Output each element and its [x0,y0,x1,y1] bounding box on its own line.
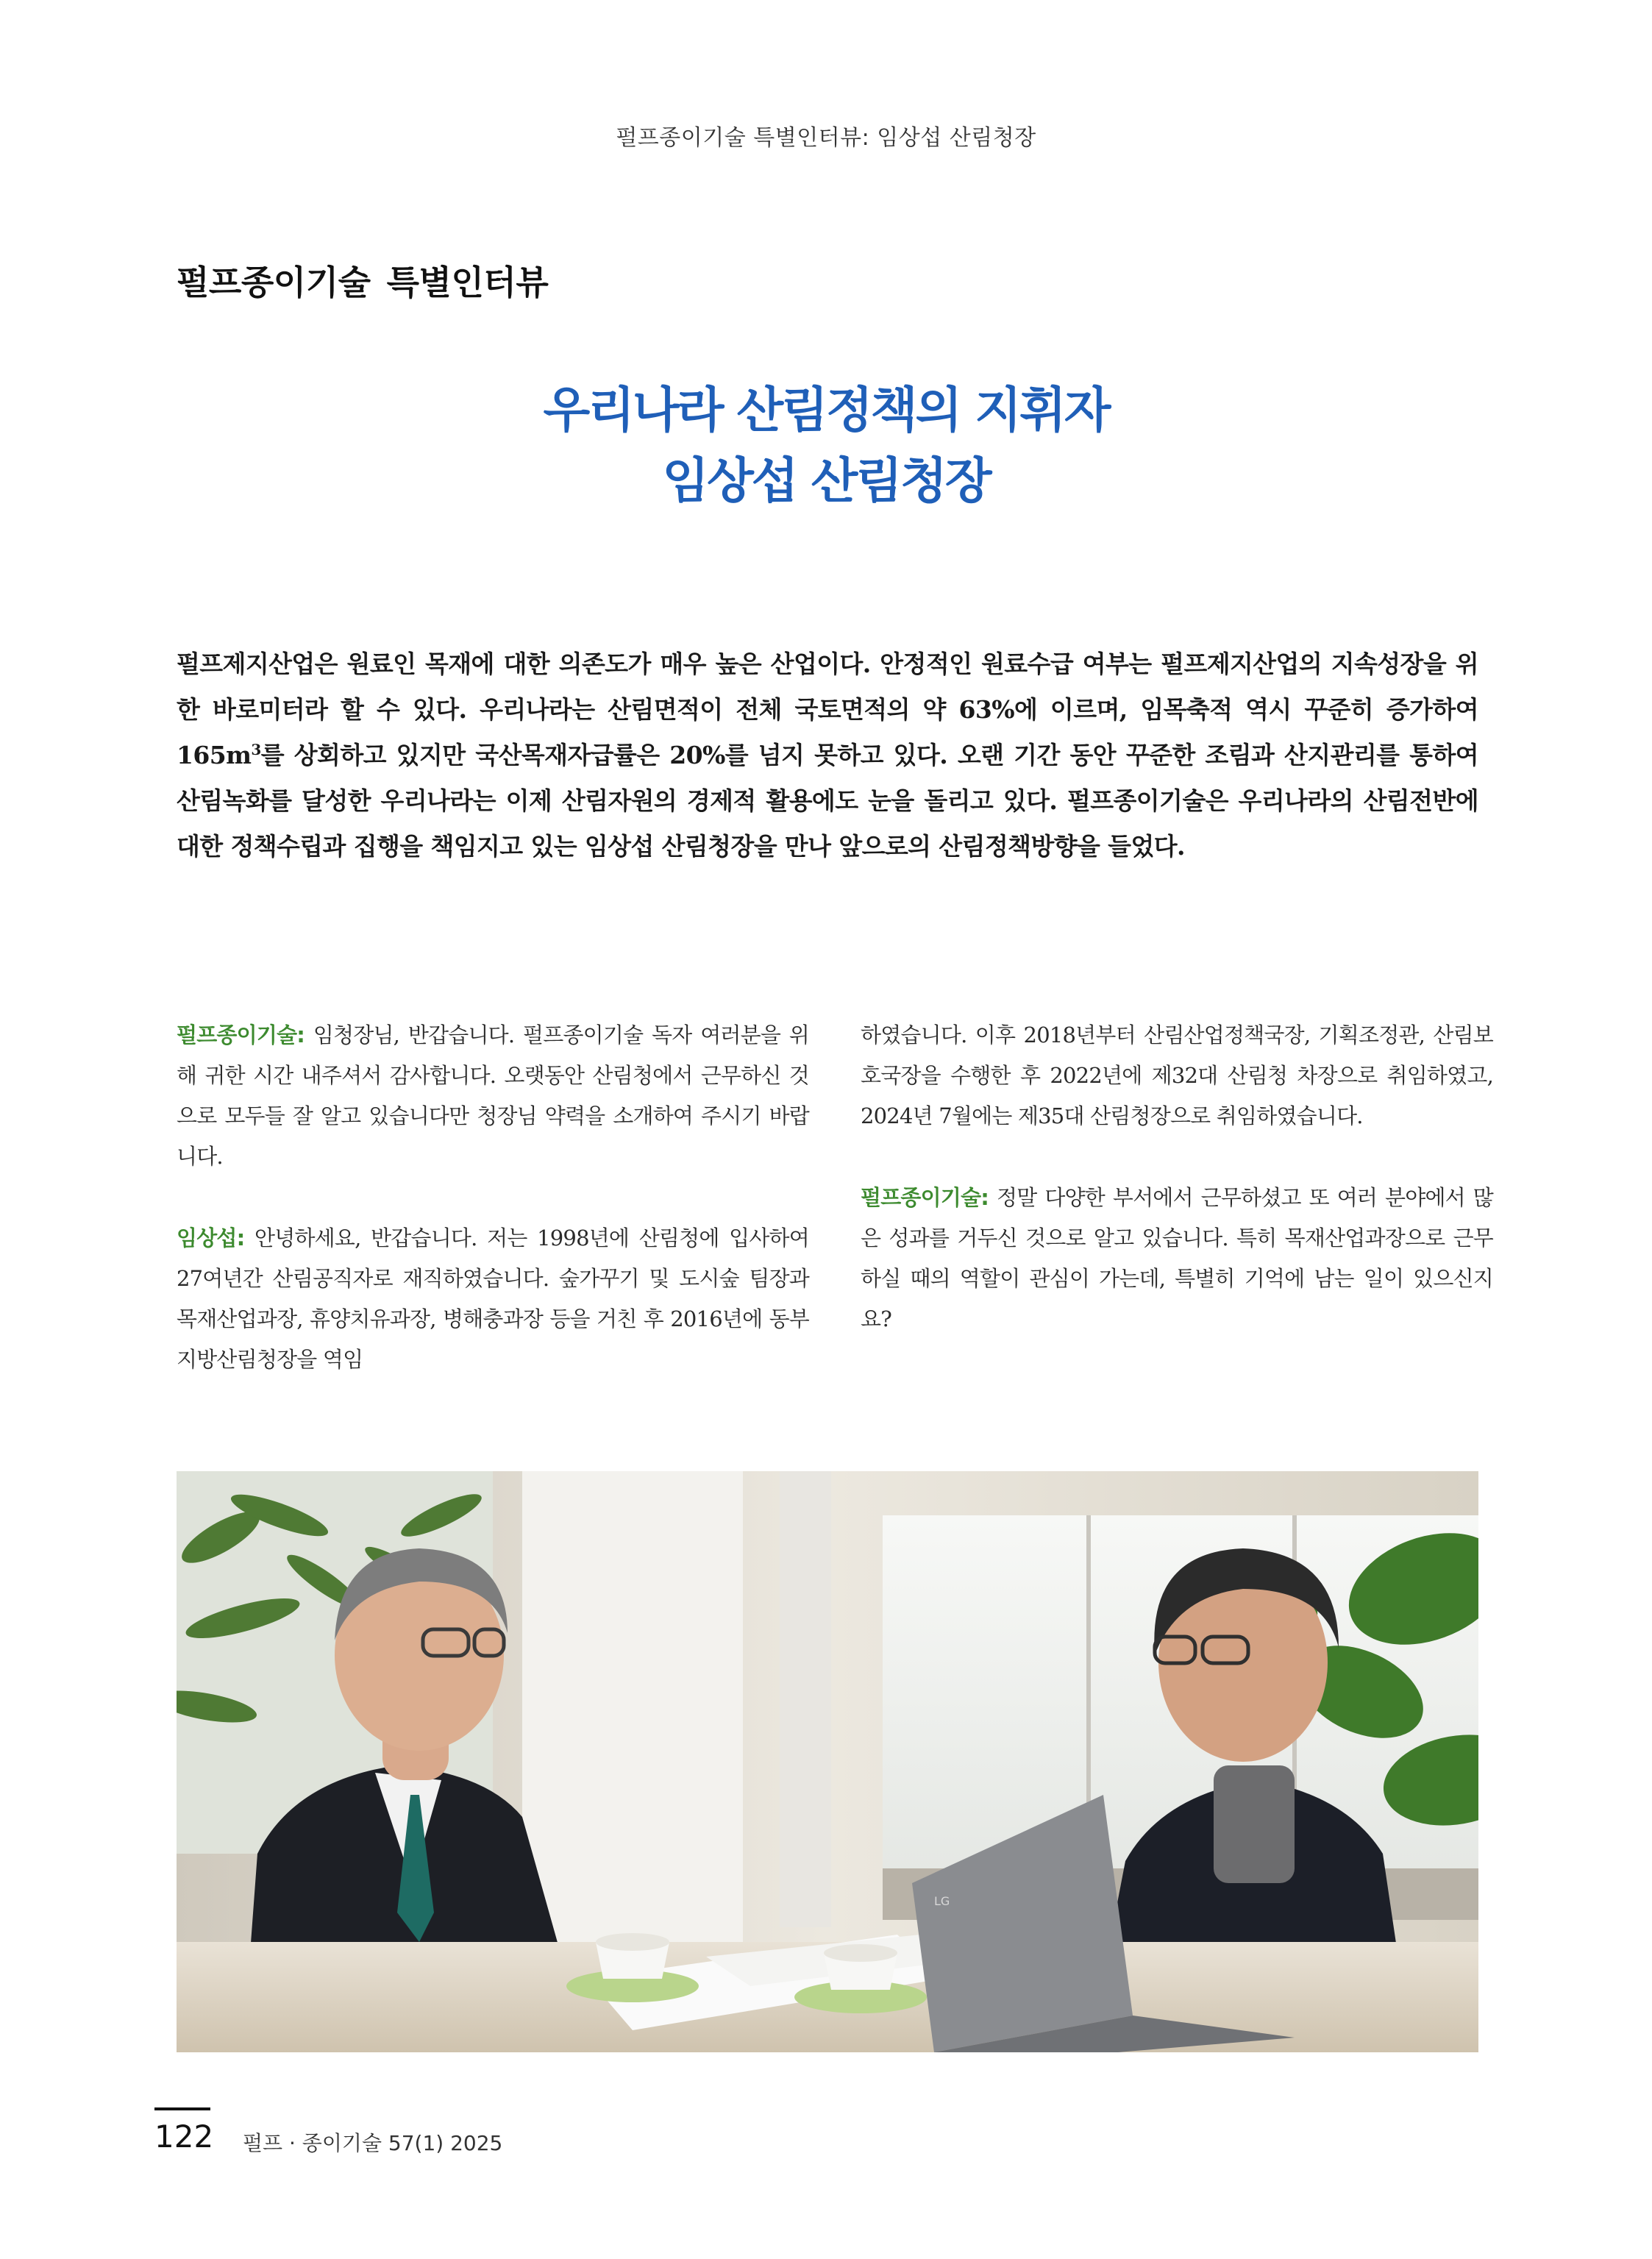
interview-paragraph [177,1015,809,1177]
speaker-label: 펄프종이기술: [177,1022,305,1047]
interview-paragraph [861,1178,1493,1340]
section-label-part-1: 펄프종이기술 [177,263,371,302]
section-label [177,256,548,305]
interview-text: 하였습니다. 이후 2018년부터 산림산업정책국장, 기획조정관, 산림보호국장을 수행한 후 2022년에 제32대 산림청 차장으로 취임하였고, 2024년 7월에는 제35대 산림청장으로 취임하였습니다. [861,1022,1493,1128]
speaker-label: 임상섭: [177,1225,245,1251]
article-title [0,375,1652,516]
interview-text: 안녕하세요, 반갑습니다. 저는 1998년에 산림청에 입사하여 27여년간 산림공직자로 재직하였습니다. 숲가꾸기 및 도시숲 팀장과 목재산업과장, 휴양치유과장, 병해충과장 등을 거친 후 2016년에 동부지방산림청장을 역임 [177,1225,809,1372]
interview-column-right [861,1015,1493,1381]
photo-curtain [780,1471,831,1927]
lead-paragraph [177,641,1478,869]
interview-text: 정말 다양한 부서에서 근무하셨고 또 여러 분야에서 많은 성과를 거두신 것으로 알고 있습니다. 특히 목재산업과장으로 근무하실 때의 역할이 관심이 가는데, 특별히 기억에 남는 일이 있으신지요? [861,1185,1493,1331]
article-title-line-1: 우리나라 산림정책의 지휘자 [543,382,1109,438]
section-label-part-2: 특별인터뷰 [386,263,549,302]
lead-text-2: 를 상회하고 있지만 국산목재자급률은 20%를 넘지 못하고 있다. 오랜 기간 동안 꾸준한 조림과 산지관리를 통하여 산림녹화를 달성한 우리나라는 이제 산림자원의 경제적 활용에도 눈을 돌리고 있다. 펄프종이기술은 우리나라의 산림전반에 대한 정책수립과 집행을 책임지고 있는 임상섭 산림청장을 만나 앞으로의 산림정책방향을 들었다. [177,741,1478,861]
interview-paragraph [177,1218,809,1380]
interview-photo [177,1471,1478,2052]
interview-text: 임청장님, 반갑습니다. 펄프종이기술 독자 여러분을 위해 귀한 시간 내주셔서 감사합니다. 오랫동안 산림청에서 근무하신 것으로 모두들 잘 알고 있습니다만 청장님 약력을 소개하여 주시기 바랍니다. [177,1022,809,1169]
interview-paragraph [861,1015,1493,1136]
speaker-label: 펄프종이기술: [861,1185,989,1210]
laptop-logo: LG [934,1894,950,1908]
footer-rule [154,2107,210,2110]
running-head: 펄프종이기술 특별인터뷰: 임상섭 산림청장 [616,125,1036,151]
page-number: 122 [154,2119,214,2155]
article-title-line-2: 임상섭 산림청장 [662,452,990,509]
interview-photo-illustration [177,1471,1478,2052]
lead-text-1: 펄프제지산업은 원료인 목재에 대한 의존도가 매우 높은 산업이다. 안정적인 원료수급 여부는 펄프제지산업의 지속성장을 위한 바로미터라 할 수 있다. 우리나라는 산림면적이 전체 국토면적의 약 63%에 이르며, 임목축적 역시 꾸준히 증가하여 165m [177,650,1478,769]
journal-citation: 펄프 · 종이기술 57(1) 2025 [243,2131,503,2155]
lead-superscript: 3 [251,741,261,758]
interview-column-left [177,1015,809,1421]
